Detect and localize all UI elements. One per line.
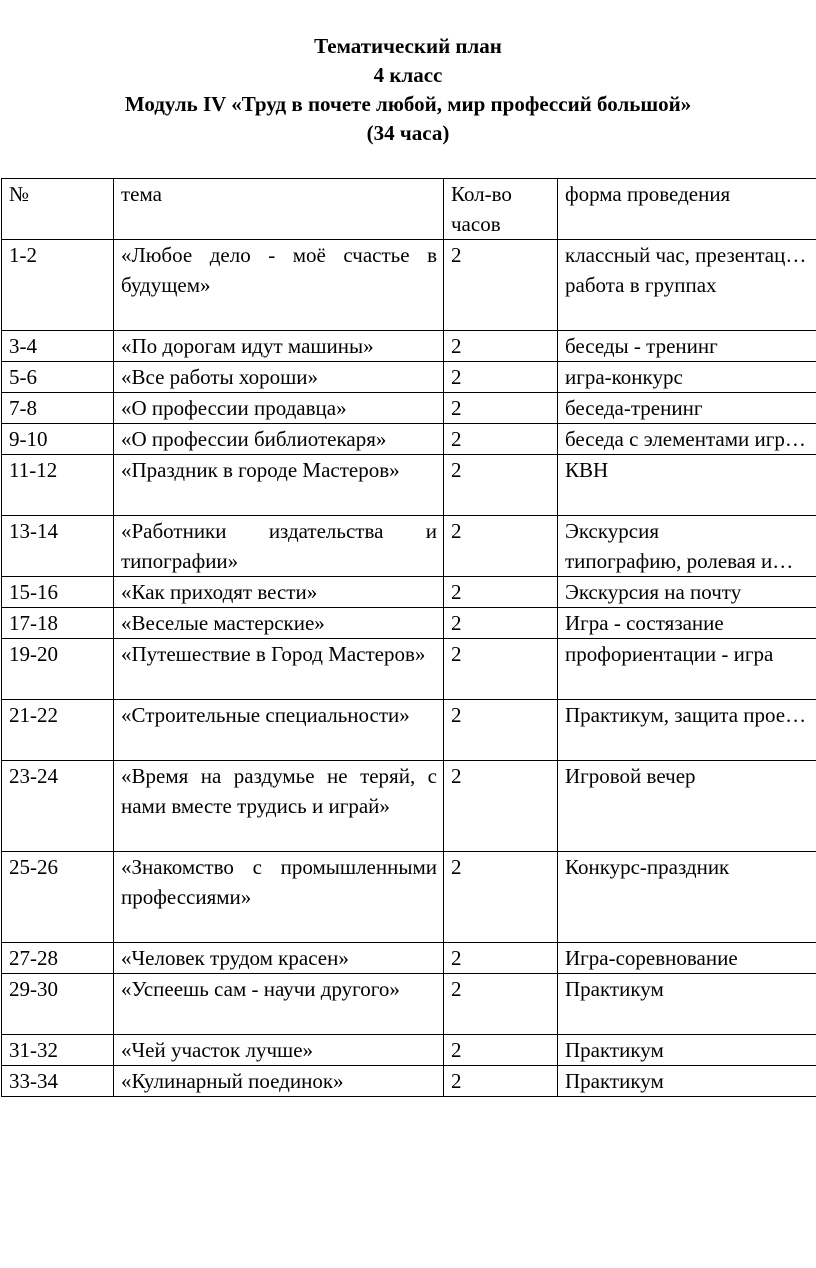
row-topic: «Работники издательства и типографии»	[114, 516, 444, 577]
row-topic: «Праздник в городе Мастеров»	[114, 455, 444, 516]
table-row	[2, 700, 816, 761]
row-hours: 2	[444, 852, 558, 943]
row-hours: 2	[444, 455, 558, 516]
row-number: 23-24	[2, 761, 114, 852]
table-row	[2, 761, 816, 852]
row-form: Практикум	[558, 974, 816, 1035]
row-topic: «Успеешь сам - научи другого»	[114, 974, 444, 1035]
row-form: Конкурс-праздник	[558, 852, 816, 943]
table-row	[2, 577, 816, 608]
row-hours: 2	[444, 1035, 558, 1066]
row-number: 25-26	[2, 852, 114, 943]
table-row	[2, 974, 816, 1035]
document-header	[0, 32, 816, 148]
row-form-line: типографию, ролевая и…	[565, 549, 794, 573]
document-title: Тематический план	[314, 34, 502, 58]
column-header-hours: Кол-во часов	[444, 179, 558, 240]
row-number: 11-12	[2, 455, 114, 516]
row-number: 33-34	[2, 1066, 114, 1097]
row-topic: «Кулинарный поединок»	[114, 1066, 444, 1097]
row-topic: «Все работы хороши»	[114, 362, 444, 393]
row-topic: «О профессии библиотекаря»	[114, 424, 444, 455]
row-number: 5-6	[2, 362, 114, 393]
row-form-line: работа в группах	[565, 273, 717, 297]
row-hours: 2	[444, 362, 558, 393]
row-form: Игровой вечер	[558, 761, 816, 852]
row-topic: «Путешествие в Город Мастеров»	[114, 639, 444, 700]
table-row	[2, 943, 816, 974]
row-topic: «Строительные специальности»	[114, 700, 444, 761]
row-number: 29-30	[2, 974, 114, 1035]
row-topic: «По дорогам идут машины»	[114, 331, 444, 362]
grade-label: 4 класс	[373, 63, 443, 87]
row-hours: 2	[444, 393, 558, 424]
row-form: игра-конкурс	[558, 362, 816, 393]
row-form: Практикум	[558, 1066, 816, 1097]
row-form: Игра - состязание	[558, 608, 816, 639]
table-row	[2, 362, 816, 393]
column-header-number: №	[2, 179, 114, 240]
table-row	[2, 424, 816, 455]
table-row	[2, 516, 816, 577]
row-hours: 2	[444, 1066, 558, 1097]
row-number: 27-28	[2, 943, 114, 974]
row-form: Экскурсия на почту	[558, 577, 816, 608]
row-form	[558, 240, 816, 331]
row-number: 31-32	[2, 1035, 114, 1066]
row-form: Практикум	[558, 1035, 816, 1066]
row-topic: «Человек трудом красен»	[114, 943, 444, 974]
row-form: Практикум, защита прое…	[558, 700, 816, 761]
row-form: беседа с элементами игр…	[558, 424, 816, 455]
table-header-row	[2, 179, 816, 240]
row-form: Игра-соревнование	[558, 943, 816, 974]
row-form-line: Экскурсия	[565, 519, 659, 543]
row-topic: «Время на раздумье не теряй, с нами вместе трудись и играй»	[114, 761, 444, 852]
row-topic: «Как приходят вести»	[114, 577, 444, 608]
row-hours: 2	[444, 974, 558, 1035]
row-number: 1-2	[2, 240, 114, 331]
table-row	[2, 240, 816, 331]
row-hours: 2	[444, 700, 558, 761]
table-row	[2, 1066, 816, 1097]
row-number: 9-10	[2, 424, 114, 455]
row-number: 13-14	[2, 516, 114, 577]
row-hours: 2	[444, 240, 558, 331]
table-row	[2, 608, 816, 639]
module-title: Модуль IV «Труд в почете любой, мир профессий большой»	[124, 92, 692, 116]
row-hours: 2	[444, 639, 558, 700]
row-topic: «Знакомство с промышленными профессиями»	[114, 852, 444, 943]
row-hours: 2	[444, 943, 558, 974]
table-row	[2, 852, 816, 943]
row-form: беседа-тренинг	[558, 393, 816, 424]
row-topic: «О профессии продавца»	[114, 393, 444, 424]
row-hours: 2	[444, 516, 558, 577]
column-header-form: форма проведения	[558, 179, 816, 240]
table-row	[2, 639, 816, 700]
row-hours: 2	[444, 424, 558, 455]
row-hours: 2	[444, 331, 558, 362]
row-hours: 2	[444, 577, 558, 608]
row-form: профориентации - игра	[558, 639, 816, 700]
table-row	[2, 393, 816, 424]
row-topic: «Веселые мастерские»	[114, 608, 444, 639]
row-topic: «Чей участок лучше»	[114, 1035, 444, 1066]
plan-table-wrapper	[1, 178, 816, 1097]
row-number: 7-8	[2, 393, 114, 424]
row-topic: «Любое дело - моё счастье в будущем»	[114, 240, 444, 331]
table-row	[2, 455, 816, 516]
row-form: КВН	[558, 455, 816, 516]
row-form-line: классный час, презентац…	[565, 243, 807, 267]
row-form: беседы - тренинг	[558, 331, 816, 362]
row-hours: 2	[444, 608, 558, 639]
row-number: 3-4	[2, 331, 114, 362]
column-header-topic: тема	[114, 179, 444, 240]
row-number: 17-18	[2, 608, 114, 639]
total-hours: (34 часа)	[366, 121, 450, 145]
row-number: 21-22	[2, 700, 114, 761]
row-form	[558, 516, 816, 577]
thematic-plan-table	[1, 178, 816, 1097]
row-number: 19-20	[2, 639, 114, 700]
table-row	[2, 1035, 816, 1066]
table-row	[2, 331, 816, 362]
row-hours: 2	[444, 761, 558, 852]
row-number: 15-16	[2, 577, 114, 608]
